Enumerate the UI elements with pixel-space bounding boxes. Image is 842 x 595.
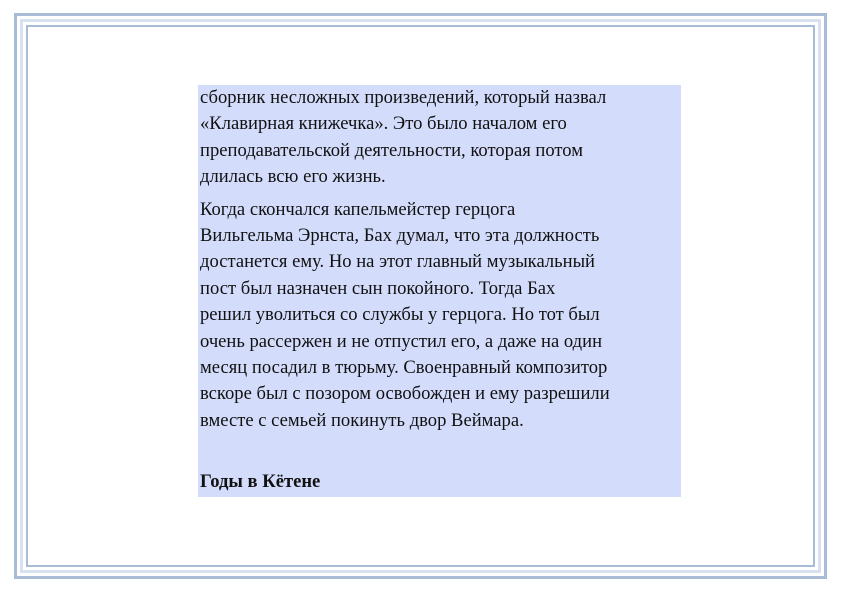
- paragraph-2: Когда скончался капельмейстер герцога Вильгельма Эрнста, Бах думал, что эта должность достанется ему. Но на этот главный музыкальный пост был назначен сын покойного. Тогда Бах решил уволиться со службы у герцога. Но тот был очень рассержен и не отпустил его, а даже на один месяц посадил в тюрьму. Своенравный композитор вскоре был с позором освобожден и ему разрешили вместе с семьей покинуть двор Веймара.: [200, 198, 610, 431]
- text-block: [198, 85, 681, 497]
- paragraph-1: сборник несложных произведений, который назвал «Клавирная книжечка». Это было началом его преподавательской деятельности, которая потом длилась всю его жизнь.: [200, 87, 607, 188]
- section-heading: Годы в Кётене: [200, 471, 321, 492]
